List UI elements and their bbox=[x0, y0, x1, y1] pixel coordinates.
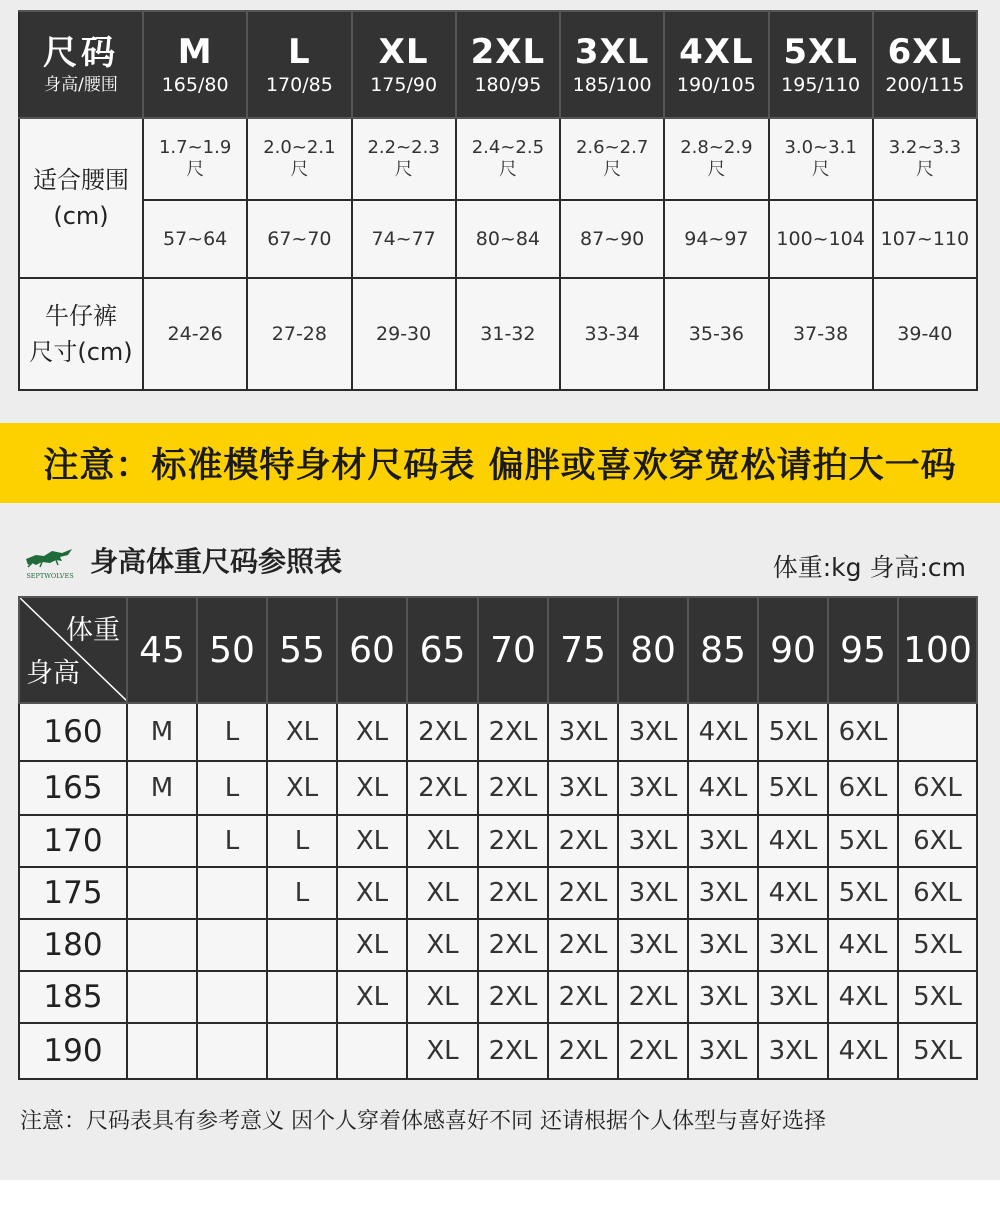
size-cell bbox=[127, 919, 197, 971]
size-cell: 4XL bbox=[688, 703, 758, 761]
hw-table-row bbox=[19, 703, 977, 761]
waist-chi-range: 2.4~2.5 bbox=[471, 137, 545, 158]
size-cell: 4XL bbox=[828, 971, 898, 1023]
size-height-waist: 165/80 bbox=[161, 73, 229, 96]
size-cell: 2XL bbox=[478, 971, 548, 1023]
size-cell: 3XL bbox=[688, 1023, 758, 1079]
size-cell bbox=[197, 867, 267, 919]
size-cell: 3XL bbox=[548, 703, 618, 761]
size-cell: 2XL bbox=[548, 971, 618, 1023]
size-cell: 4XL bbox=[828, 1023, 898, 1079]
corner-height-label: 身高 bbox=[26, 658, 80, 689]
size-cell bbox=[127, 971, 197, 1023]
weight-header-cell: 95 bbox=[828, 597, 898, 703]
size-cell: 6XL bbox=[828, 703, 898, 761]
size-header-cell bbox=[560, 11, 664, 118]
size-cell: 5XL bbox=[898, 919, 977, 971]
waist-cm-cell: 67~70 bbox=[247, 200, 351, 278]
size-name: 5XL bbox=[783, 31, 858, 72]
size-cell: L bbox=[197, 761, 267, 815]
size-name: 2XL bbox=[470, 31, 546, 72]
size-cell: 6XL bbox=[898, 815, 977, 867]
height-cell: 170 bbox=[19, 815, 127, 867]
size-cell bbox=[197, 971, 267, 1023]
bottom-strip bbox=[0, 1180, 1000, 1221]
weight-header-cell: 50 bbox=[197, 597, 267, 703]
corner-weight-label: 体重 bbox=[66, 615, 120, 646]
waist-chi-cell bbox=[247, 118, 351, 200]
corner-header-cell bbox=[19, 597, 127, 703]
size-cell: 2XL bbox=[407, 761, 478, 815]
hw-table-row bbox=[19, 815, 977, 867]
waist-chi-unit: 尺 bbox=[603, 159, 622, 180]
hw-table-row bbox=[19, 1023, 977, 1079]
size-cell: XL bbox=[337, 971, 407, 1023]
hw-table-row bbox=[19, 761, 977, 815]
waist-chi-cell bbox=[873, 118, 977, 200]
jeans-label-line2: 尺寸(cm) bbox=[29, 338, 133, 366]
size-cell: 3XL bbox=[758, 919, 828, 971]
size-height-waist: 180/95 bbox=[474, 73, 542, 96]
size-header-cell bbox=[664, 11, 768, 118]
size-cell bbox=[197, 919, 267, 971]
waist-label-line2: (cm) bbox=[53, 202, 109, 230]
waist-chi-row bbox=[19, 118, 977, 200]
size-cell: 3XL bbox=[758, 971, 828, 1023]
waist-chi-unit: 尺 bbox=[186, 159, 205, 180]
waist-cm-cell: 57~64 bbox=[143, 200, 247, 278]
size-cell: 5XL bbox=[828, 815, 898, 867]
size-header-cell bbox=[456, 11, 560, 118]
size-cell: 4XL bbox=[758, 815, 828, 867]
size-cell: XL bbox=[407, 867, 478, 919]
size-cell: 2XL bbox=[478, 703, 548, 761]
waist-cm-cell: 94~97 bbox=[664, 200, 768, 278]
hw-table-row bbox=[19, 867, 977, 919]
size-header-cell bbox=[247, 11, 351, 118]
size-cell bbox=[898, 703, 977, 761]
hw-table-body bbox=[19, 703, 977, 1079]
hw-chart-title: 身高体重尺码参照表 bbox=[90, 545, 343, 578]
weight-header-cell: 45 bbox=[127, 597, 197, 703]
jeans-size-cell: 29-30 bbox=[352, 278, 456, 390]
jeans-label-cell bbox=[19, 278, 143, 390]
waist-cm-cell: 87~90 bbox=[560, 200, 664, 278]
units-label: 体重:kg 身高:cm bbox=[772, 553, 966, 582]
size-cell: 5XL bbox=[828, 867, 898, 919]
size-cell: 2XL bbox=[478, 867, 548, 919]
size-cell: 4XL bbox=[828, 919, 898, 971]
size-name: 4XL bbox=[679, 31, 754, 72]
size-cell: 2XL bbox=[478, 1023, 548, 1079]
waist-chi-cell bbox=[352, 118, 456, 200]
jeans-size-cell: 24-26 bbox=[143, 278, 247, 390]
waist-chi-unit: 尺 bbox=[707, 159, 726, 180]
size-height-waist: 170/85 bbox=[265, 73, 333, 96]
waist-chi-cell bbox=[560, 118, 664, 200]
size-height-waist: 200/115 bbox=[885, 73, 965, 96]
size-cell bbox=[267, 1023, 337, 1079]
size-cell: 2XL bbox=[478, 919, 548, 971]
size-height-waist: 185/100 bbox=[572, 73, 652, 96]
waist-chi-cell bbox=[769, 118, 873, 200]
size-header-row bbox=[19, 11, 977, 118]
size-cell: XL bbox=[337, 703, 407, 761]
jeans-size-cell: 33-34 bbox=[560, 278, 664, 390]
size-cell: 2XL bbox=[548, 815, 618, 867]
size-cell: 2XL bbox=[618, 1023, 688, 1079]
jeans-label-line1: 牛仔裤 bbox=[45, 302, 117, 330]
size-cell: 2XL bbox=[478, 761, 548, 815]
size-cell: XL bbox=[407, 815, 478, 867]
jeans-size-cell: 27-28 bbox=[247, 278, 351, 390]
waist-chi-cell bbox=[143, 118, 247, 200]
size-header-cell bbox=[873, 11, 977, 118]
jeans-size-cell: 37-38 bbox=[769, 278, 873, 390]
waist-cm-row bbox=[19, 200, 977, 278]
height-weight-table bbox=[18, 596, 978, 1080]
waist-cm-cell: 100~104 bbox=[769, 200, 873, 278]
size-name: 6XL bbox=[887, 31, 963, 72]
height-cell: 190 bbox=[19, 1023, 127, 1079]
size-cell: 2XL bbox=[548, 1023, 618, 1079]
size-table bbox=[18, 10, 978, 391]
waist-chi-unit: 尺 bbox=[498, 159, 517, 180]
size-cell: 2XL bbox=[618, 971, 688, 1023]
size-cell: 5XL bbox=[898, 1023, 977, 1079]
size-cell: 3XL bbox=[618, 919, 688, 971]
size-cell: 3XL bbox=[688, 971, 758, 1023]
waist-label-line1: 适合腰围 bbox=[33, 166, 129, 194]
size-cell: L bbox=[197, 815, 267, 867]
size-header-sub: 身高/腰围 bbox=[44, 74, 118, 95]
height-cell: 175 bbox=[19, 867, 127, 919]
size-cell: XL bbox=[337, 919, 407, 971]
weight-header-cell: 100 bbox=[898, 597, 977, 703]
size-cell: XL bbox=[407, 919, 478, 971]
size-cell bbox=[197, 1023, 267, 1079]
size-cell: XL bbox=[267, 703, 337, 761]
height-cell: 185 bbox=[19, 971, 127, 1023]
waist-chi-unit: 尺 bbox=[915, 159, 934, 180]
size-height-waist: 175/90 bbox=[370, 73, 438, 96]
waist-chi-range: 1.7~1.9 bbox=[158, 137, 232, 158]
size-cell: 3XL bbox=[688, 867, 758, 919]
height-cell: 165 bbox=[19, 761, 127, 815]
waist-cm-cell: 80~84 bbox=[456, 200, 560, 278]
size-cell: L bbox=[267, 815, 337, 867]
brand-logo-text: SEPTWOLVES bbox=[26, 572, 74, 580]
notice-banner bbox=[0, 423, 1000, 503]
size-cell: L bbox=[267, 867, 337, 919]
size-cell: XL bbox=[407, 1023, 478, 1079]
waist-cm-cell: 74~77 bbox=[352, 200, 456, 278]
size-cell: 5XL bbox=[758, 703, 828, 761]
size-cell: 5XL bbox=[898, 971, 977, 1023]
size-cell bbox=[127, 1023, 197, 1079]
size-cell: 3XL bbox=[758, 1023, 828, 1079]
size-name: L bbox=[288, 31, 311, 72]
size-header-cell bbox=[769, 11, 873, 118]
size-cell: 3XL bbox=[688, 919, 758, 971]
waist-chi-range: 2.2~2.3 bbox=[367, 137, 440, 158]
jeans-row bbox=[19, 278, 977, 390]
jeans-size-cell: 39-40 bbox=[873, 278, 977, 390]
hw-table-row bbox=[19, 919, 977, 971]
size-header-label-cell bbox=[19, 11, 143, 118]
height-cell: 180 bbox=[19, 919, 127, 971]
size-cell: 3XL bbox=[688, 815, 758, 867]
size-cell bbox=[337, 1023, 407, 1079]
size-cell: XL bbox=[337, 761, 407, 815]
size-cell: 4XL bbox=[758, 867, 828, 919]
waist-chi-cell bbox=[456, 118, 560, 200]
size-cell: 3XL bbox=[618, 867, 688, 919]
waist-chi-range: 2.0~2.1 bbox=[263, 137, 336, 158]
size-header-cell bbox=[143, 11, 247, 118]
waist-chi-range: 3.0~3.1 bbox=[784, 137, 857, 158]
jeans-size-cell: 31-32 bbox=[456, 278, 560, 390]
size-cell: 3XL bbox=[618, 761, 688, 815]
size-cell: XL bbox=[267, 761, 337, 815]
weight-header-cell: 65 bbox=[407, 597, 478, 703]
size-cell: M bbox=[127, 703, 197, 761]
size-cell: M bbox=[127, 761, 197, 815]
weight-header-cell: 60 bbox=[337, 597, 407, 703]
size-cell bbox=[267, 971, 337, 1023]
size-cell: 2XL bbox=[478, 815, 548, 867]
size-cell: 6XL bbox=[898, 867, 977, 919]
size-name: XL bbox=[378, 31, 429, 72]
jeans-size-cell: 35-36 bbox=[664, 278, 768, 390]
size-cell bbox=[127, 815, 197, 867]
weight-header-cell: 80 bbox=[618, 597, 688, 703]
size-header-label: 尺码 bbox=[43, 32, 119, 73]
height-cell: 160 bbox=[19, 703, 127, 761]
brand-logo bbox=[22, 543, 78, 581]
footer-note: 注意：尺码表具有参考意义 因个人穿着体感喜好不同 还请根据个人体型与喜好选择 bbox=[20, 1109, 826, 1134]
weight-header-cell: 75 bbox=[548, 597, 618, 703]
size-cell: 5XL bbox=[758, 761, 828, 815]
waist-cm-cell: 107~110 bbox=[873, 200, 977, 278]
weight-header-row bbox=[19, 597, 977, 703]
size-cell: 4XL bbox=[688, 761, 758, 815]
size-cell: XL bbox=[337, 867, 407, 919]
size-header-cell bbox=[352, 11, 456, 118]
weight-header-cell: 90 bbox=[758, 597, 828, 703]
size-name: 3XL bbox=[574, 31, 650, 72]
weight-header-cell: 85 bbox=[688, 597, 758, 703]
size-cell: 6XL bbox=[828, 761, 898, 815]
notice-banner-text: 注意：标准模特身材尺码表 偏胖或喜欢穿宽松请拍大一码 bbox=[43, 446, 957, 486]
waist-chi-unit: 尺 bbox=[394, 159, 413, 180]
size-cell: 2XL bbox=[407, 703, 478, 761]
waist-chi-cell bbox=[664, 118, 768, 200]
size-cell: 3XL bbox=[548, 761, 618, 815]
size-cell: 6XL bbox=[898, 761, 977, 815]
hw-table-row bbox=[19, 971, 977, 1023]
size-cell: 3XL bbox=[618, 703, 688, 761]
waist-label-cell bbox=[19, 118, 143, 278]
size-name: M bbox=[177, 31, 213, 72]
size-cell: 2XL bbox=[548, 919, 618, 971]
size-cell bbox=[127, 867, 197, 919]
size-cell: XL bbox=[407, 971, 478, 1023]
size-cell: XL bbox=[337, 815, 407, 867]
size-cell: 2XL bbox=[548, 867, 618, 919]
size-cell: L bbox=[197, 703, 267, 761]
weight-header-cell: 55 bbox=[267, 597, 337, 703]
size-height-waist: 195/110 bbox=[781, 73, 861, 96]
waist-chi-range: 2.8~2.9 bbox=[680, 137, 753, 158]
waist-chi-unit: 尺 bbox=[811, 159, 830, 180]
size-cell bbox=[267, 919, 337, 971]
waist-chi-range: 2.6~2.7 bbox=[575, 137, 649, 158]
waist-chi-unit: 尺 bbox=[290, 159, 309, 180]
waist-chi-range: 3.2~3.3 bbox=[888, 137, 962, 158]
size-height-waist: 190/105 bbox=[676, 73, 756, 96]
weight-header-cell: 70 bbox=[478, 597, 548, 703]
size-cell: 3XL bbox=[618, 815, 688, 867]
